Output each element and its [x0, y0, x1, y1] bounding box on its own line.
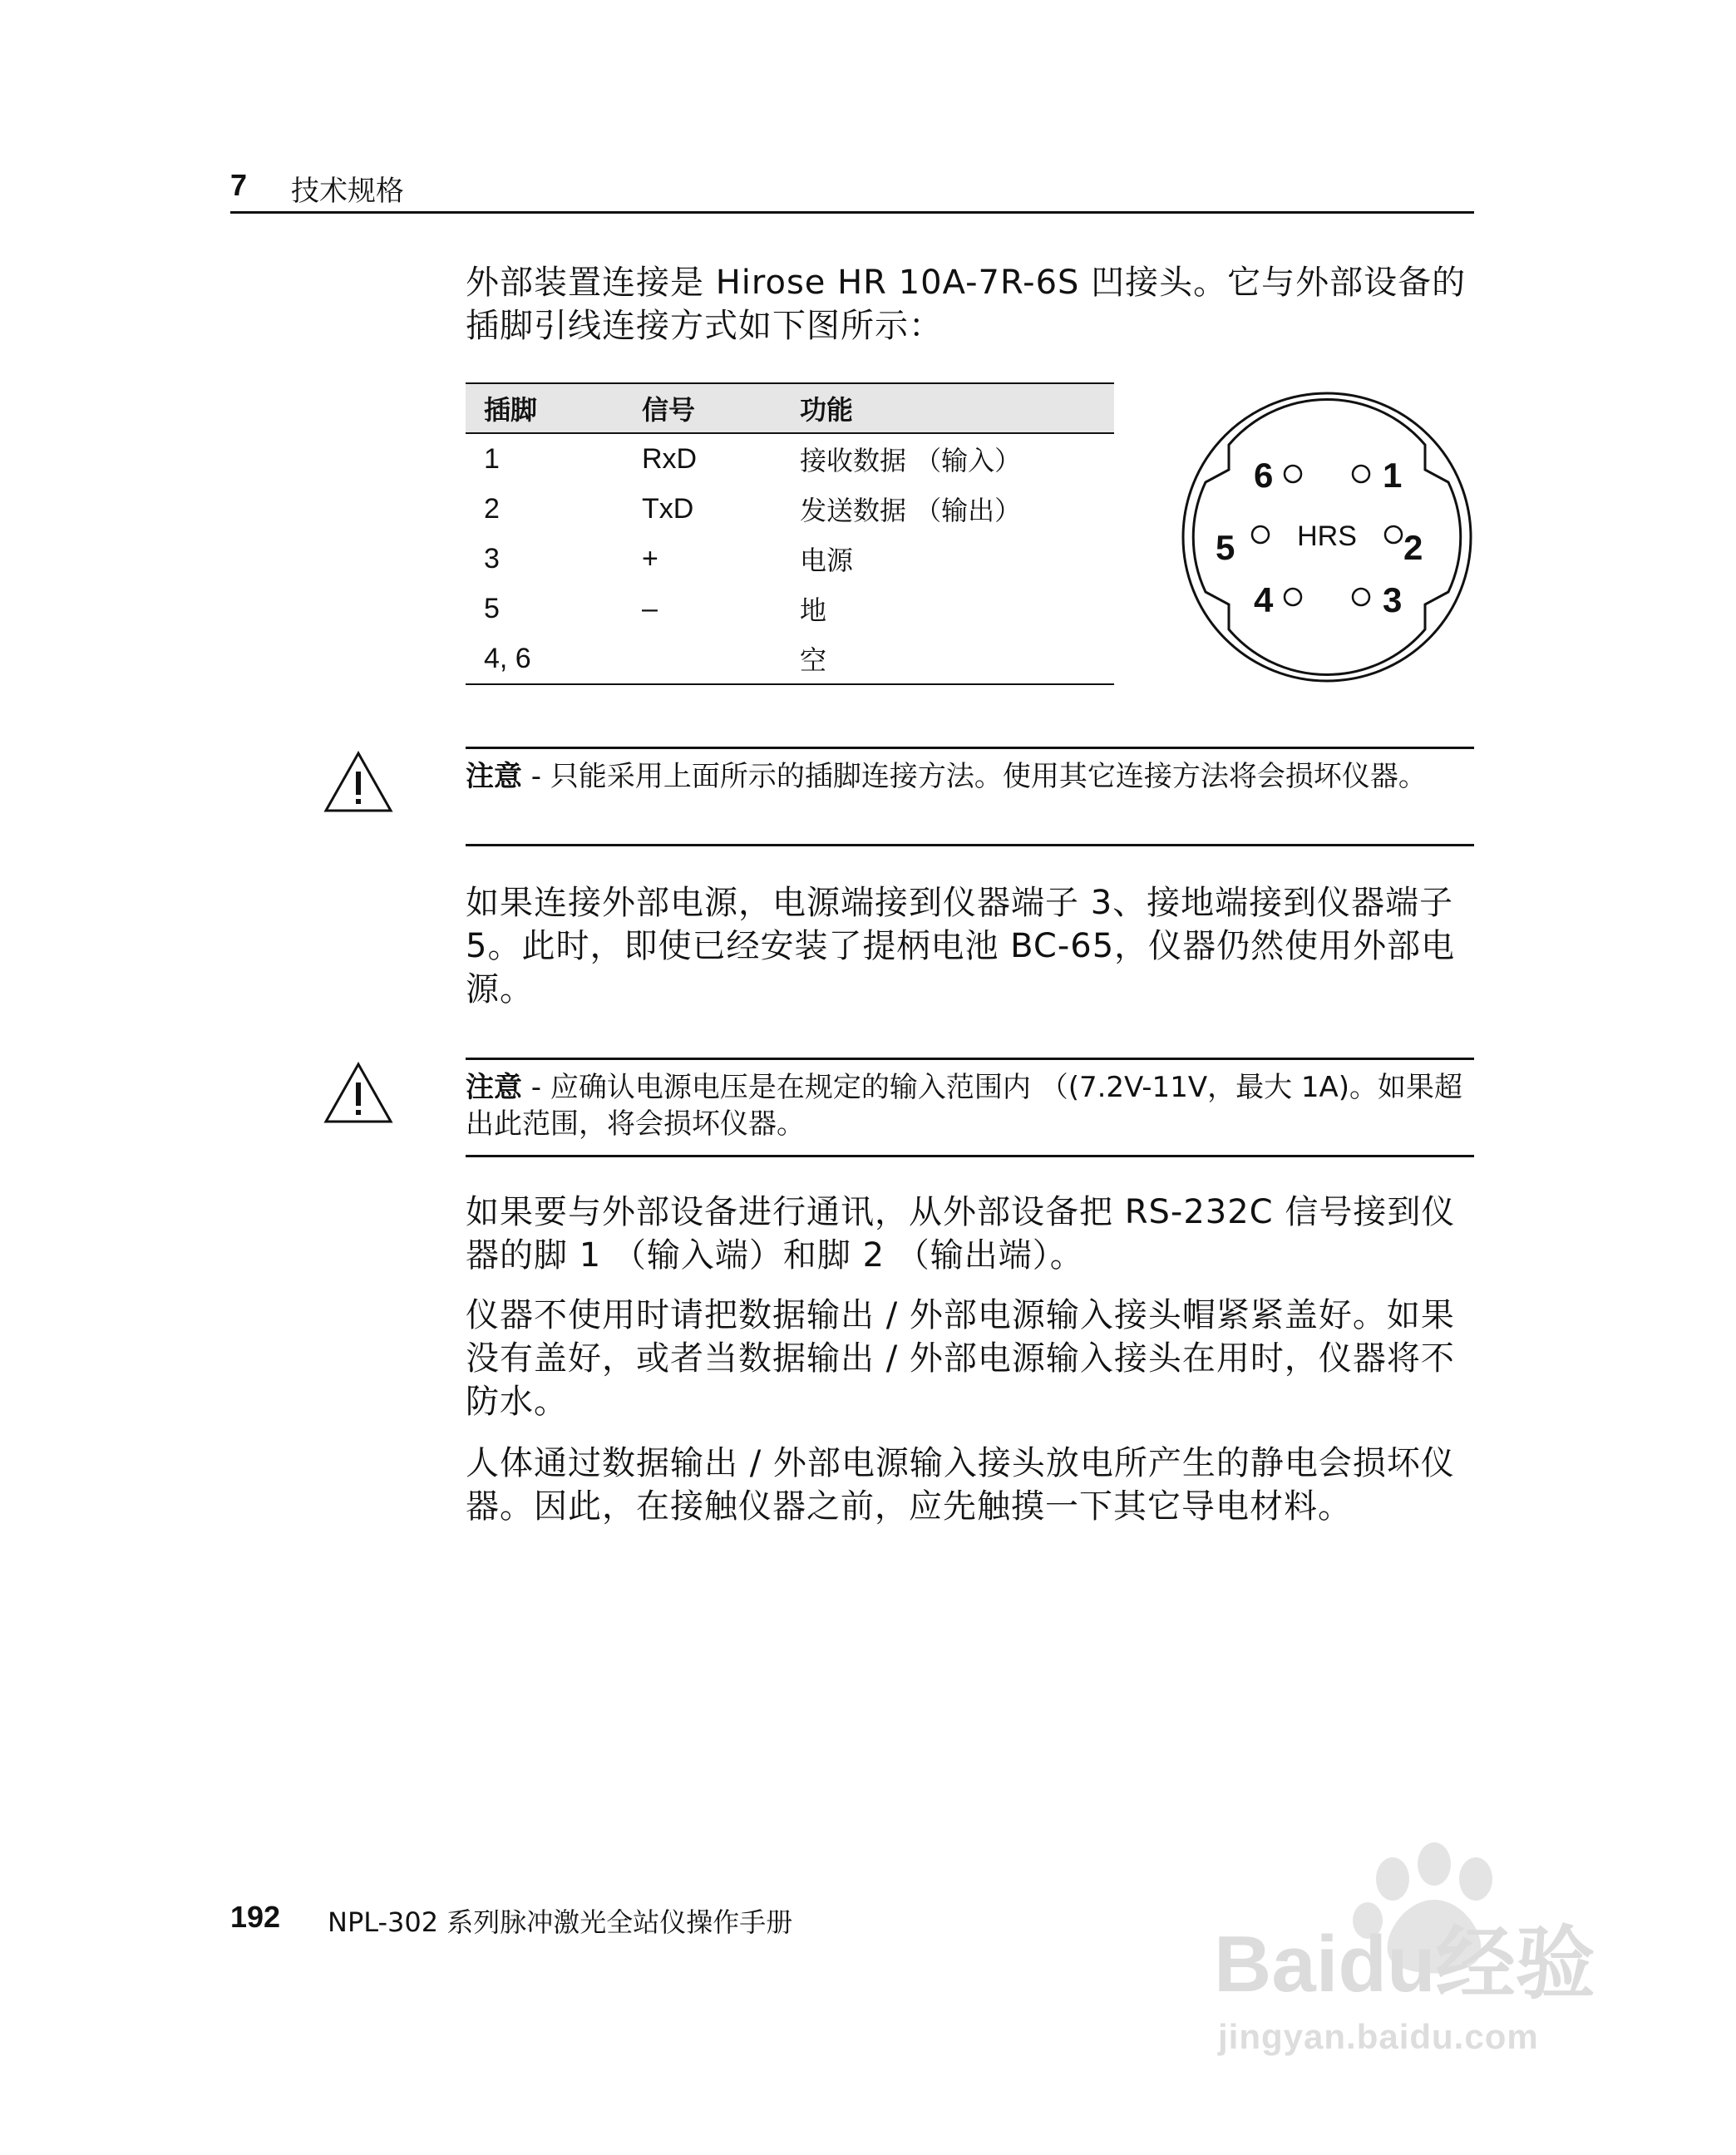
pin-cell: 3	[484, 542, 500, 575]
signal-cell: RxD	[642, 442, 698, 475]
watermark-url: jingyan.baidu.com	[1218, 2017, 1539, 2056]
intro-paragraph: 外部装置连接是 Hirose HR 10A-7R-6S 凹接头。它与外部设备的插脚引线连接方式如下图所示：	[466, 264, 1467, 345]
signal-cell	[624, 634, 782, 684]
table-row	[466, 484, 1114, 534]
pin-1-hole	[1353, 466, 1369, 482]
hrs-connector-diagram	[1181, 391, 1473, 683]
signal-cell: TxD	[642, 492, 694, 525]
pin-cell: 4, 6	[466, 634, 624, 684]
baidu-watermark-logo	[1214, 1829, 1605, 2029]
watermark-brand: Baidu经验	[1214, 1920, 1595, 2009]
pin-cell: 5	[484, 592, 500, 624]
waterproof-paragraph: 仪器不使用时请把数据输出 / 外部电源输入接头帽紧紧盖好。如果没有盖好，或者当数据输出 / 外部电源输入接头在用时，仪器将不防水。	[466, 1296, 1455, 1421]
warning-icon	[323, 1061, 394, 1126]
header-signal: 信号	[624, 383, 782, 433]
table-row	[466, 634, 1114, 684]
function-cell: 发送数据 （输出）	[800, 495, 1022, 526]
note-rule-top	[466, 1058, 1474, 1060]
pin-2-hole	[1385, 526, 1402, 543]
signal-cell: +	[642, 542, 658, 575]
function-cell: 接收数据 （输入）	[800, 445, 1022, 476]
header-rule	[230, 211, 1474, 214]
note-label: 注意	[466, 1071, 522, 1104]
pin-5-hole	[1252, 526, 1269, 543]
warning-icon	[323, 750, 394, 815]
note-1	[466, 758, 1476, 795]
pin-3-hole	[1353, 589, 1369, 605]
connector-label: HRS	[1297, 520, 1357, 552]
chapter-title: 技术规格	[291, 175, 404, 208]
pin-table	[466, 382, 1114, 685]
static-paragraph: 人体通过数据输出 / 外部电源输入接头放电所产生的静电会损坏仪器。因此，在接触仪器之前，应先触摸一下其它导电材料。	[466, 1444, 1455, 1526]
page-number: 192	[230, 1900, 281, 1934]
function-cell: 空	[782, 634, 1114, 684]
pin-6-label: 6	[1254, 456, 1274, 495]
chapter-number: 7	[230, 168, 248, 202]
function-cell: 地	[800, 594, 827, 626]
pin-6-hole	[1285, 466, 1301, 482]
pin-cell: 1	[484, 442, 500, 475]
pin-cell: 2	[484, 492, 500, 525]
table-row	[466, 534, 1114, 584]
footer-manual-title: NPL-302 系列脉冲激光全站仪操作手册	[328, 1906, 793, 1938]
note-body: - 应确认电源电压是在规定的输入范围内 （(7.2V-11V，最大 1A)。如果超出此范围，将会损坏仪器。	[466, 1071, 1463, 1141]
pin-1-label: 1	[1383, 456, 1403, 495]
pin-table-header	[466, 383, 1114, 433]
pin-4-label: 4	[1254, 580, 1274, 619]
note-body: - 只能采用上面所示的插脚连接方法。使用其它连接方法将会损坏仪器。	[522, 760, 1427, 793]
pin-3-label: 3	[1383, 580, 1403, 619]
note-rule-bottom	[466, 1155, 1474, 1157]
power-paragraph: 如果连接外部电源，电源端接到仪器端子 3、接地端接到仪器端子 5。此时，即使已经安装了提柄电池 BC-65，仪器仍然使用外部电源。	[466, 884, 1456, 1008]
note-rule-top	[466, 747, 1474, 749]
rs232-paragraph: 如果要与外部设备进行通讯，从外部设备把 RS-232C 信号接到仪器的脚 1 （输入端）和脚 2 （输出端）。	[466, 1193, 1456, 1275]
note-label: 注意	[466, 760, 522, 793]
table-row	[466, 584, 1114, 634]
function-cell: 电源	[800, 545, 854, 576]
header-pin: 插脚	[466, 383, 624, 433]
pin-2-label: 2	[1403, 528, 1423, 567]
note-2	[466, 1069, 1476, 1142]
signal-cell: –	[642, 592, 658, 624]
pin-5-label: 5	[1216, 528, 1235, 567]
pin-4-hole	[1285, 589, 1301, 605]
note-rule-bottom	[466, 844, 1474, 846]
table-row	[466, 433, 1114, 484]
header-function: 功能	[782, 383, 1114, 433]
